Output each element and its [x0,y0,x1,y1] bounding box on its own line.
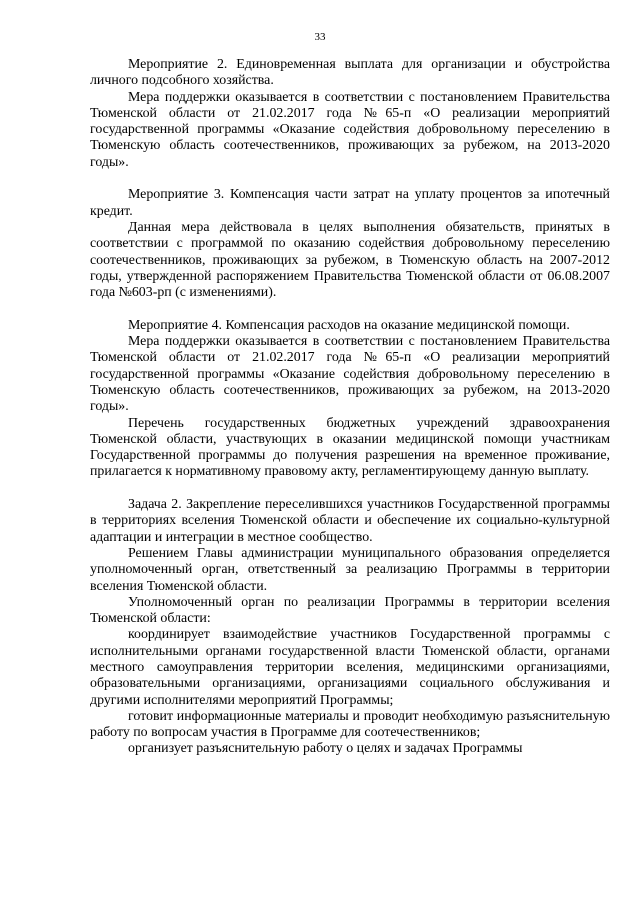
explanatory-work-duty-paragraph: организует разъяснительную работу о целях и задачах Программы [128,741,523,757]
measure-2-heading: Мероприятие 2. Единовременная выплата для организации и обустройства личного подсобного хозяйства. [90,57,610,89]
information-materials-duty-paragraph: готовит информационные материалы и проводит необходимую разъяснительную работу по вопросам участия в Программе для соотечественников; [90,708,610,741]
medical-institutions-paragraph: Перечень государственных бюджетных учреждений здравоохранения Тюменской области, участвующих в оказании медицинской помощи участникам Государственной программы до получения разрешения на временное проживание, прилагается к нормативному правовому акту, регламентирующему данную выплату. [90,415,610,480]
page-number: 33 [314,31,326,43]
measure-4-heading: Мероприятие 4. Компенсация расходов на оказание медицинской помощи. [128,317,570,333]
authorized-body-intro: Уполномоченный орган по реализации Программы в территории вселения Тюменской области: [90,594,610,627]
paragraph-gap [90,481,610,497]
document-body [90,57,610,758]
authorized-body-decision-paragraph: Решением Главы администрации муниципального образования определяется уполномоченный орган, ответственный за реализацию Программы в территории вселения Тюменской области. [90,545,610,594]
paragraph-gap [90,171,610,187]
measure-3-heading: Мероприятие 3. Компенсация части затрат на уплату процентов за ипотечный кредит. [90,187,610,219]
measure-4-description: Мера поддержки оказывается в соответствии с постановлением Правительства Тюменской области от 21.02.2017 года №65-п «О реализации мероприятий государственной программы «Оказание содействия добровольному переселению в Тюменскую область соотечественников, проживающих за рубежом, на 2013-2020 годы». [90,334,610,415]
coordination-duty-paragraph: координирует взаимодействие участников Государственной программы с исполнительными органами государственной власти Тюменской области, органами местного самоуправления территории вселения, медицинскими организациями, образовательными организациями, организациями социального обслуживания и другими исполнителями мероприятий Программы; [90,627,610,708]
paragraph-gap [90,301,610,317]
task-2-heading: Задача 2. Закрепление переселившихся участников Государственной программы в территориях вселения Тюменской области и обеспечение их социально-культурной адаптации и интеграции в местное сообщество. [90,497,610,545]
measure-3-description: Данная мера действовала в целях выполнения обязательств, принятых в соответствии с программой по оказанию содействия добровольному переселению соотечественников, проживающих за рубежом, в Тюменскую область на 2007-2012 годы, утвержденной распоряжением Правительства Тюменской области от 06.08.2007 года №603-рп (с изменениями). [90,219,610,301]
measure-2-description: Мера поддержки оказывается в соответствии с постановлением Правительства Тюменской области от 21.02.2017 года №65-п «О реализации мероприятий государственной программы «Оказание содействия добровольному переселению в Тюменскую область соотечественников, проживающих за рубежом, на 2013-2020 годы». [90,89,610,170]
